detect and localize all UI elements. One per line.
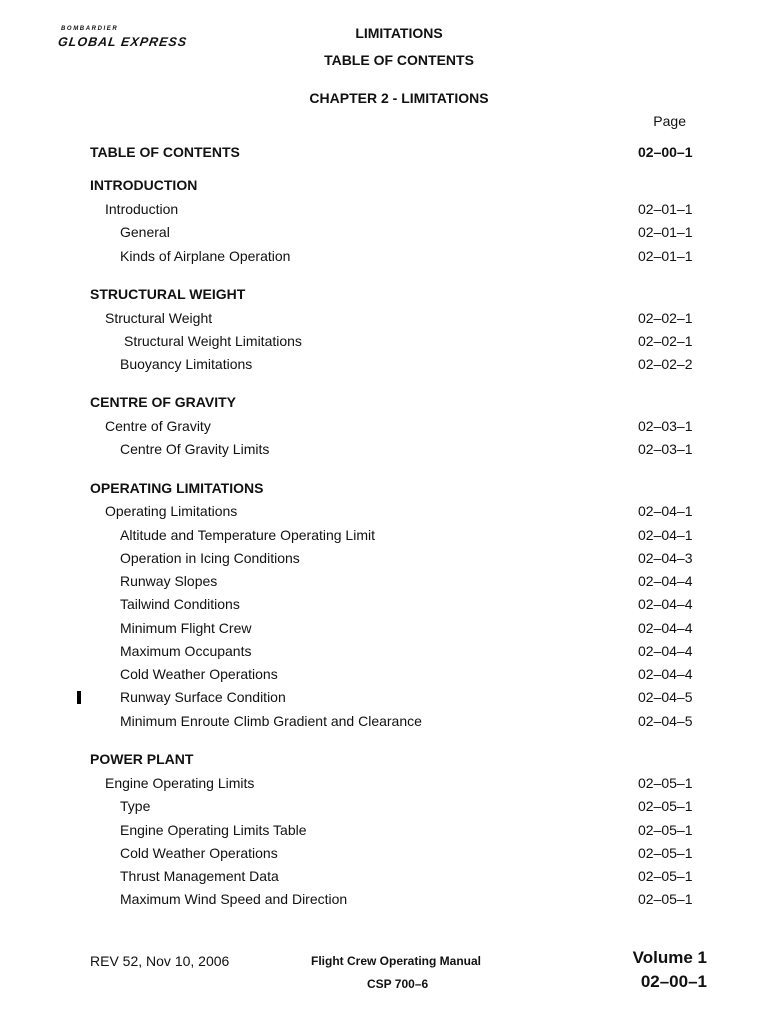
toc-entry-title: Runway Slopes (120, 573, 218, 589)
toc-entry (0, 248, 768, 268)
footer-volume: Volume 1 (632, 948, 707, 967)
toc-entry (0, 333, 768, 353)
toc-entry-page: 02–04–4 (638, 643, 693, 659)
toc-entry-title: OPERATING LIMITATIONS (90, 480, 264, 496)
toc-entry-page: 02–04–5 (638, 689, 693, 705)
toc-entry-page: 02–04–4 (638, 596, 693, 612)
header-table-of-contents: TABLE OF CONTENTS (324, 52, 474, 68)
toc-entry-title: Engine Operating Limits (105, 775, 255, 791)
header-chapter-title: CHAPTER 2 - LIMITATIONS (309, 90, 489, 106)
toc-entry-title: CENTRE OF GRAVITY (90, 394, 236, 410)
footer-manual-title: Flight Crew Operating Manual (311, 954, 482, 968)
toc-entry-page: 02–04–1 (638, 527, 693, 543)
toc-entry-title: Centre of Gravity (105, 418, 211, 434)
toc-entry-page: 02–05–1 (638, 891, 693, 907)
toc-entry (0, 550, 768, 570)
toc-entry-title: Cold Weather Operations (120, 666, 278, 682)
toc-entry-title: TABLE OF CONTENTS (90, 144, 240, 160)
toc-entry-page: 02–05–1 (638, 845, 693, 861)
toc-entry-page: 02–02–1 (638, 310, 693, 326)
toc-entry-page: 02–05–1 (638, 798, 693, 814)
toc-section-heading (0, 177, 768, 197)
toc-entry-title: Structural Weight Limitations (124, 333, 302, 349)
toc-entry (0, 503, 768, 523)
toc-entry-title: Maximum Occupants (120, 643, 252, 659)
toc-entry (0, 845, 768, 865)
toc-entry-page: 02–03–1 (638, 418, 693, 434)
toc-entry-page: 02–02–1 (638, 333, 693, 349)
toc-entry-page: 02–01–1 (638, 248, 693, 264)
toc-entry-title: Minimum Enroute Climb Gradient and Clearance (120, 713, 422, 729)
toc-entry (0, 596, 768, 616)
footer-revision: REV 52, Nov 10, 2006 (90, 953, 230, 969)
toc-entry-title: Runway Surface Condition (120, 689, 286, 705)
toc-entry (0, 573, 768, 593)
toc-entry-title: Kinds of Airplane Operation (120, 248, 291, 264)
toc-entry (0, 620, 768, 640)
logo-brand-main: GLOBAL EXPRESS (57, 35, 189, 49)
toc-section-heading (0, 751, 768, 771)
toc-entry-title: Centre Of Gravity Limits (120, 441, 270, 457)
toc-entry-page: 02–05–1 (638, 868, 693, 884)
toc-entry (0, 868, 768, 888)
toc-entry (0, 527, 768, 547)
toc-section-heading (0, 144, 768, 164)
footer-page-number: 02–00–1 (640, 972, 707, 991)
toc-entry (0, 643, 768, 663)
toc-entry-title: General (120, 224, 170, 240)
toc-entry (0, 201, 768, 221)
toc-entry-title: Engine Operating Limits Table (120, 822, 307, 838)
toc-entry-title: Structural Weight (105, 310, 213, 326)
toc-entry-page: 02–05–1 (638, 822, 693, 838)
toc-entry-title: Buoyancy Limitations (120, 356, 253, 372)
toc-entry-title: Operation in Icing Conditions (120, 550, 300, 566)
toc-entry-page: 02–04–4 (638, 620, 693, 636)
toc-entry-page: 02–04–3 (638, 550, 693, 566)
toc-section-heading (0, 480, 768, 500)
toc-section-heading (0, 286, 768, 306)
toc-entry-page: 02–02–2 (638, 356, 693, 372)
toc-entry-title: Maximum Wind Speed and Direction (120, 891, 348, 907)
footer-csp-number: CSP 700–6 (367, 977, 429, 991)
toc-entry (0, 891, 768, 911)
toc-entry (0, 713, 768, 733)
toc-entry-page: 02–04–4 (638, 666, 693, 682)
revision-change-bar (77, 691, 81, 704)
toc-entry-title: Type (120, 798, 151, 814)
toc-entry-title: POWER PLANT (90, 751, 194, 767)
toc-entry (0, 418, 768, 438)
toc-section-heading (0, 394, 768, 414)
toc-entry (0, 356, 768, 376)
toc-entry (0, 775, 768, 795)
toc-entry-page: 02–00–1 (638, 144, 693, 160)
toc-entry (0, 798, 768, 818)
toc-entry (0, 666, 768, 686)
toc-entry-title: Thrust Management Data (120, 868, 279, 884)
toc-entry-title: Tailwind Conditions (120, 596, 240, 612)
toc-entry-title: INTRODUCTION (90, 177, 198, 193)
toc-entry (0, 224, 768, 244)
toc-entry-page: 02–01–1 (638, 224, 693, 240)
header-limitations: LIMITATIONS (355, 25, 443, 41)
toc-entry-page: 02–04–4 (638, 573, 693, 589)
toc-entry-title: Operating Limitations (105, 503, 238, 519)
toc-entry-title: STRUCTURAL WEIGHT (90, 286, 246, 302)
toc-entry (0, 310, 768, 330)
toc-entry-title: Minimum Flight Crew (120, 620, 252, 636)
toc-entry (0, 822, 768, 842)
logo-brand-top: BOMBARDIER (61, 26, 119, 32)
toc-entry-page: 02–05–1 (638, 775, 693, 791)
toc-entry (0, 441, 768, 461)
toc-entry (0, 689, 768, 709)
toc-entry-title: Cold Weather Operations (120, 845, 278, 861)
toc-entry-title: Introduction (105, 201, 179, 217)
toc-entry-page: 02–04–5 (638, 713, 693, 729)
page-column-label: Page (653, 113, 686, 129)
toc-entry-page: 02–04–1 (638, 503, 693, 519)
toc-entry-title: Altitude and Temperature Operating Limit (120, 527, 375, 543)
toc-entry-page: 02–03–1 (638, 441, 693, 457)
toc-entry-page: 02–01–1 (638, 201, 693, 217)
